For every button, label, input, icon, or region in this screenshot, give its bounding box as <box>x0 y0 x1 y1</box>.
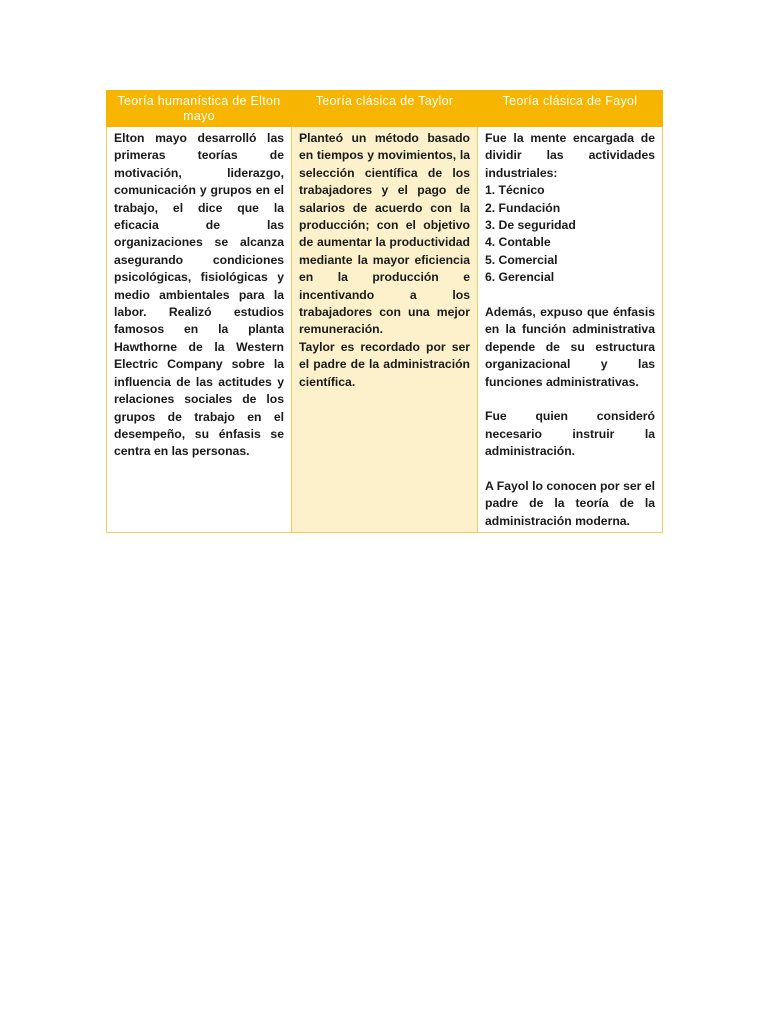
fayol-intro: Fue la mente encargada de dividir las actividades industriales: <box>485 131 655 180</box>
cell-fayol <box>478 127 663 533</box>
fayol-activity-5: 5. Comercial <box>485 252 558 267</box>
table-header-row <box>107 91 663 127</box>
fayol-activity-6: 6. Gerencial <box>485 270 555 285</box>
mayo-text: Elton mayo desarrolló las primeras teorías de motivación, liderazgo, comunicación y grupos en el trabajo, el dice que la eficacia de las organizaciones se alcanza asegurando condiciones psicológicas, fisiológicas y medio ambientales para la labor. Realizó estudios famosos en la planta Hawthorne de la Western Electric Company sobre la influencia de las actitudes y relaciones sociales de los grupos de trabajo en el desempeño, su énfasis se centra en las personas. <box>114 131 284 459</box>
table-row <box>107 127 663 533</box>
header-fayol: Teoría clásica de Fayol <box>478 91 663 127</box>
theories-comparison-table <box>106 90 663 533</box>
fayol-paragraph-2: Además, expuso que énfasis en la función administrativa depende de su estructura organizacional y las funciones administrativas. <box>485 305 655 389</box>
fayol-activity-4: 4. Contable <box>485 235 551 250</box>
taylor-paragraph-2: Taylor es recordado por ser el padre de la administración científica. <box>299 339 470 389</box>
fayol-activity-2: 2. Fundación <box>485 200 561 215</box>
cell-mayo <box>107 127 292 533</box>
fayol-activity-3: 3. De seguridad <box>485 218 576 233</box>
header-mayo: Teoría humanística de Elton mayo <box>107 91 292 127</box>
fayol-activity-1: 1. Técnico <box>485 183 545 198</box>
cell-taylor <box>292 127 478 533</box>
fayol-paragraph-3: Fue quien consideró necesario instruir la administración. <box>485 409 655 459</box>
taylor-paragraph-1: Planteó un método basado en tiempos y movimientos, la selección científica de los trabajadores y el pago de salarios de acuerdo con la producción; con el objetivo de aumentar la productividad mediante la mayor eficiencia en la producción e incentivando a los trabajadores con una mejor remuneración. <box>299 131 470 337</box>
fayol-paragraph-4: A Fayol lo conocen por ser el padre de la teoría de la administración moderna. <box>485 479 655 528</box>
header-taylor: Teoría clásica de Taylor <box>292 91 478 127</box>
